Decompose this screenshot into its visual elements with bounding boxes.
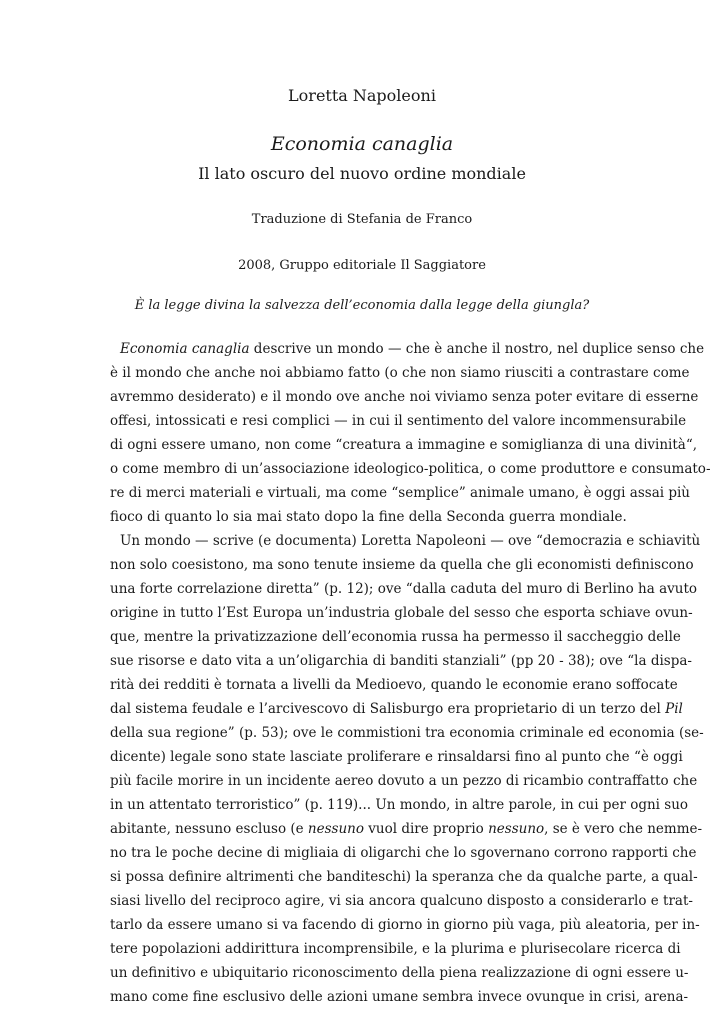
body-line: un definitivo e ubiquitario riconoscimento della piena realizzazione di ogni essere u- — [110, 965, 689, 981]
body-line: una forte correlazione diretta” (p. 12); ove “dalla caduta del muro di Berlino ha avuto — [110, 581, 698, 597]
line-text: , se è vero che nemme- — [544, 821, 703, 837]
line-text: vuol dire proprio — [363, 821, 489, 837]
book-subtitle: Il lato oscuro del nuovo ordine mondiale — [198, 164, 526, 183]
body-line: offesi, intossicati e resi complici — in cui il sentimento del valore incommensurabile — [110, 413, 687, 429]
italic-emphasis: nessuno — [488, 821, 545, 837]
body-line: no tra le poche decine di migliaia di oligarchi che lo sgovernano corrono rapporti che — [110, 845, 697, 861]
body-line: origine in tutto l’Est Europa un’industria globale del sesso che esporta schiave ovun- — [110, 605, 693, 621]
body-line: tere popolazioni addirittura incomprensibile, e la plurima e plurisecolare ricerca di — [110, 941, 681, 957]
translation-credit: Traduzione di Stefania de Franco — [251, 212, 473, 227]
body-line: fioco di quanto lo sia mai stato dopo la fine della Seconda guerra mondiale. — [110, 509, 627, 525]
body-line: è il mondo che anche noi abbiamo fatto (o che non siamo riusciti a contrastare come — [110, 365, 690, 381]
body-line — [110, 337, 705, 361]
line-text: descrive un mondo — che è anche il nostro, nel duplice senso che — [249, 341, 705, 357]
body-line: siasi livello del reciproco agire, vi sia ancora qualcuno disposto a considerarlo e trat- — [110, 893, 693, 909]
body-line: tarlo da essere umano si va facendo di giorno in giorno più vaga, più aleatoria, per in- — [110, 917, 700, 933]
italic-title: Economia canaglia — [120, 341, 250, 357]
publisher-info: 2008, Gruppo editoriale Il Saggiatore — [238, 258, 486, 273]
body-line: sue risorse e dato vita a un’oligarchia di banditi stanziali” (pp 20 - 38); ove “la dispa- — [110, 653, 692, 669]
body-line: della sua regione” (p. 53); ove le commistioni tra economia criminale ed economia (se- — [110, 725, 704, 741]
body-line: si possa definire altrimenti che banditeschi) la speranza che da qualche parte, a qual- — [110, 869, 698, 885]
body-line: dicente) legale sono state lasciate proliferare e rinsaldarsi fino al punto che “è oggi — [110, 749, 683, 765]
line-text: dal sistema feudale e l’arcivescovo di Salisburgo era proprietario di un terzo del — [110, 701, 666, 717]
body-line: mano come fine esclusivo delle azioni umane sembra invece ovunque in crisi, arena- — [110, 989, 689, 1005]
body-line: re di merci materiali e virtuali, ma come “semplice” animale umano, è oggi assai più — [110, 485, 690, 501]
body-line: in un attentato terroristico” (p. 119)... Un mondo, in altre parole, in cui per ogni suo — [110, 797, 689, 813]
body-line: più facile morire in un incidente aereo dovuto a un pezzo di ricambio contraffatto che — [110, 773, 698, 789]
body-line — [110, 817, 703, 841]
italic-emphasis: nessuno — [307, 821, 364, 837]
author-name: Loretta Napoleoni — [288, 86, 436, 105]
body-line: o come membro di un’associazione ideologico-politica, o come produttore e consumato- — [110, 461, 711, 477]
body-line: que, mentre la privatizzazione dell’economia russa ha permesso il saccheggio delle — [110, 629, 681, 645]
body-line: di ogni essere umano, non come “creatura a immagine e somiglianza di una divinità“, — [110, 437, 698, 453]
body-line: rità dei redditi è tornata a livelli da Medioevo, quando le economie erano soffocate — [110, 677, 678, 693]
line-text: abitante, nessuno escluso (e — [110, 821, 308, 837]
body-line: non solo coesistono, ma sono tenute insieme da quella che gli economisti definiscono — [110, 557, 694, 573]
body-line: Un mondo — scrive (e documenta) Loretta Napoleoni — ove “democrazia e schiavitù — [120, 533, 701, 549]
epigraph: È la legge divina la salvezza dell’economia dalla legge della giungla? — [134, 298, 590, 313]
body-line: avremmo desiderato) e il mondo ove anche noi viviamo senza poter evitare di esserne — [110, 389, 699, 405]
book-title: Economia canaglia — [270, 133, 454, 155]
body-line — [110, 697, 683, 721]
italic-term: Pil — [665, 701, 683, 717]
